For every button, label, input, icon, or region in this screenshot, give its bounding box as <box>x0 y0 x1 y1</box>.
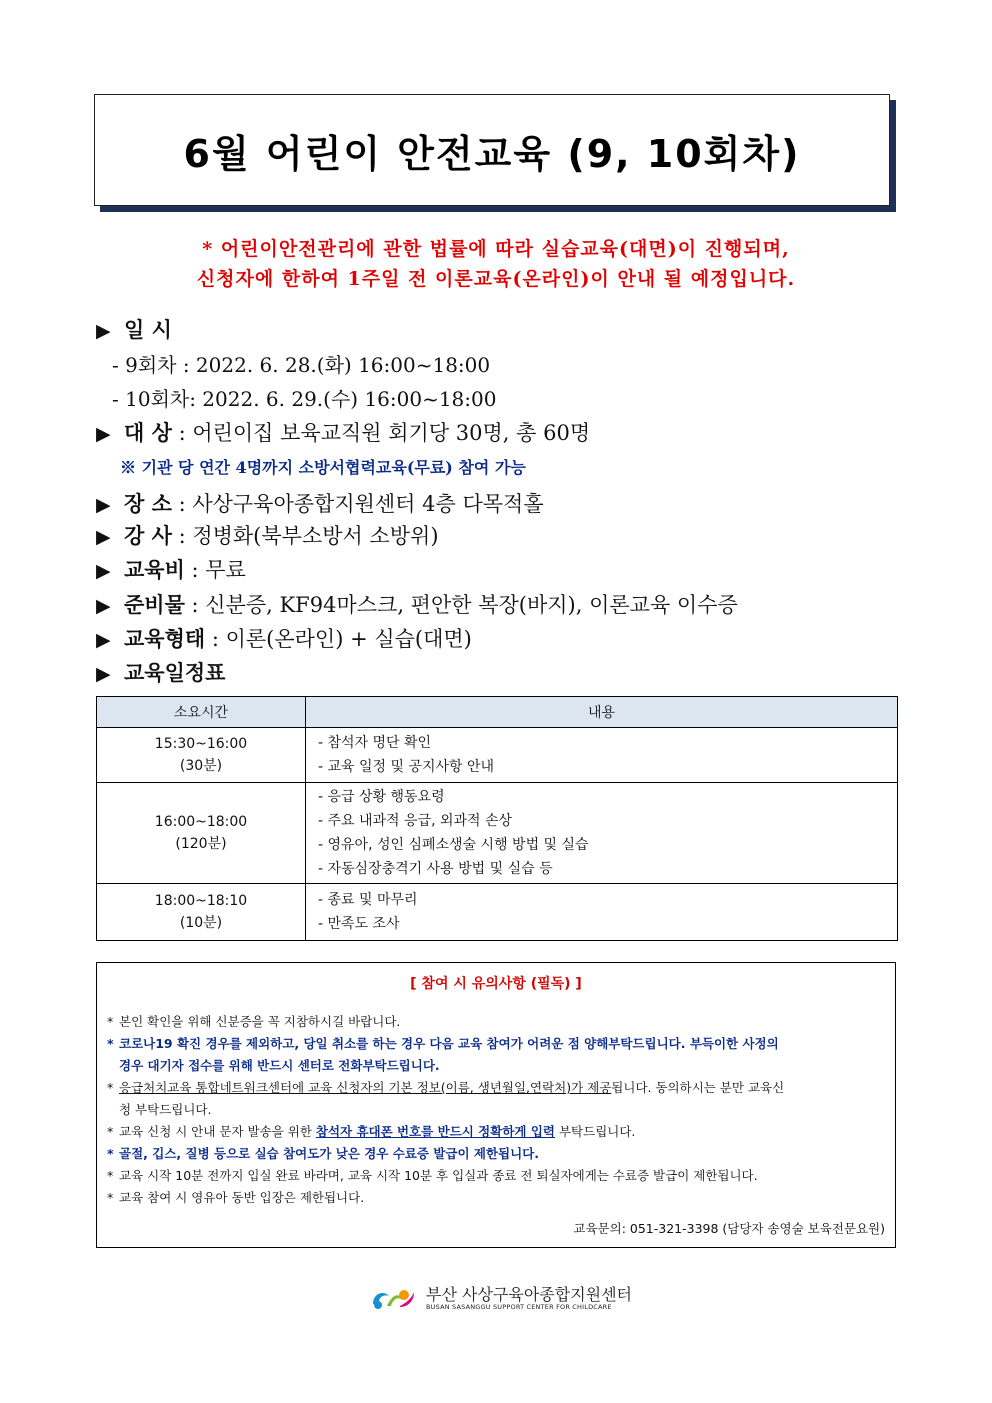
time-duration: (120분) <box>175 836 227 852</box>
caution-item <box>107 1011 887 1033</box>
date-session-10: - 10회차: 2022. 6. 29.(수) 16:00~18:00 <box>112 387 497 411</box>
arrow-icon: ▶ <box>96 595 111 617</box>
arrow-icon: ▶ <box>96 494 111 516</box>
date-label: 일 시 <box>124 317 172 342</box>
date-session-9: - 9회차 : 2022. 6. 28.(화) 16:00~18:00 <box>112 353 491 377</box>
format-label: 교육형태 <box>124 626 206 651</box>
caution-item <box>107 1165 887 1187</box>
asterisk-icon: * <box>107 1036 114 1051</box>
arrow-icon: ▶ <box>96 423 111 445</box>
caution-item <box>107 1121 887 1143</box>
target-label: 대 상 <box>124 420 172 445</box>
contact-info: 교육문의: 051-321-3398 (담당자 송영술 보육전문요원) <box>573 1221 885 1236</box>
caution-text: 본인 확인을 위해 신분증을 꼭 지참하시길 바랍니다. <box>119 1014 401 1029</box>
caution-text-emphasis: 참석자 휴대폰 번호를 반드시 정확하게 입력 <box>315 1124 555 1139</box>
caution-text: 됩니다. 동의하시는 분만 교육신 <box>611 1080 785 1095</box>
list-item: - 교육 일정 및 공지사항 안내 <box>318 759 495 775</box>
info-fee <box>96 554 246 584</box>
caution-text: 경우 대기자 접수를 위해 반드시 센터로 전화부탁드립니다. <box>119 1058 440 1073</box>
supplies-value: : 신분증, KF94마스크, 편안한 복장(바지), 이론교육 이수증 <box>184 593 738 617</box>
table-row <box>97 783 898 884</box>
list-item: - 만족도 조사 <box>318 916 400 932</box>
time-duration: (30분) <box>179 758 223 774</box>
caution-title: [ 참여 시 유의사항 (필독) ] <box>410 976 582 992</box>
notice-line-2: 신청자에 한하여 1주일 전 이론교육(온라인)이 안내 될 예정입니다. <box>196 268 796 290</box>
schedule-label: 교육일정표 <box>124 660 226 685</box>
asterisk-icon: * <box>107 1190 114 1205</box>
info-format <box>96 623 472 653</box>
caution-item <box>107 1187 887 1209</box>
fee-label: 교육비 <box>124 557 185 582</box>
caution-text-underlined: 응급처치교육 통합네트워크센터에 교육 신청자의 기본 정보(이름, 생년월일,연락처)가 제공 <box>119 1080 612 1095</box>
asterisk-icon: * <box>107 1124 114 1139</box>
caution-text: 부탁드립니다. <box>555 1124 636 1139</box>
info-place <box>96 488 544 518</box>
arrow-icon: ▶ <box>96 663 111 685</box>
time-cell <box>97 728 306 783</box>
table-row <box>97 728 898 783</box>
format-value: : 이론(온라인) + 실습(대면) <box>205 627 472 651</box>
caution-text: 코로나19 확진 경우를 제외하고, 당일 취소를 하는 경우 다음 교육 참여가 어려운 점 양해부탁드립니다. 부득이한 사정의 <box>119 1036 779 1051</box>
info-schedule-heading <box>96 657 225 687</box>
arrow-icon: ▶ <box>96 629 111 651</box>
caution-item <box>107 1143 887 1165</box>
asterisk-icon: * <box>107 1146 114 1161</box>
list-item: - 참석자 명단 확인 <box>318 735 432 751</box>
info-supplies <box>96 589 738 619</box>
time-cell <box>97 783 306 884</box>
table-row <box>97 884 898 941</box>
arrow-icon: ▶ <box>96 320 111 342</box>
footer-logo <box>370 1280 633 1316</box>
title-box <box>94 94 890 206</box>
target-note: ※ 기관 당 연간 4명까지 소방서협력교육(무료) 참여 가능 <box>120 458 526 477</box>
info-instructor <box>96 520 439 550</box>
instructor-value: : 정병화(북부소방서 소방위) <box>171 524 439 548</box>
caution-text: 청 부탁드립니다. <box>119 1102 212 1117</box>
time-cell <box>97 884 306 941</box>
arrow-icon: ▶ <box>96 526 111 548</box>
caution-text: 골절, 깁스, 질병 등으로 실습 참여도가 낮은 경우 수료증 발급이 제한됩니다. <box>119 1146 540 1161</box>
schedule-header-row <box>97 697 898 728</box>
center-logo-icon <box>370 1284 420 1312</box>
caution-text: 교육 시작 10분 전까지 입실 완료 바라며, 교육 시작 10분 후 입실과 종료 전 퇴실자에게는 수료증 발급이 제한됩니다. <box>119 1168 758 1183</box>
fee-value: : 무료 <box>184 558 246 582</box>
page-title: 6월 어린이 안전교육 (9, 10회차) <box>183 131 801 176</box>
asterisk-icon: * <box>107 1014 114 1029</box>
list-item: - 영유아, 성인 심폐소생술 시행 방법 및 실습 <box>318 837 589 853</box>
list-item: - 주요 내과적 응급, 외과적 손상 <box>318 813 513 829</box>
arrow-icon: ▶ <box>96 560 111 582</box>
content-cell <box>306 783 898 884</box>
content-cell <box>306 884 898 941</box>
caution-text: 교육 참여 시 영유아 동반 입장은 제한됩니다. <box>119 1190 365 1205</box>
list-item: - 종료 및 마무리 <box>318 892 418 908</box>
supplies-label: 준비물 <box>124 592 185 617</box>
info-target <box>96 417 590 447</box>
time-range: 15:30~16:00 <box>154 736 248 752</box>
schedule-table <box>96 696 898 941</box>
caution-box <box>96 962 896 1248</box>
header-duration: 소요시간 <box>97 697 306 728</box>
target-value: : 어린이집 보육교직원 회기당 30명, 총 60명 <box>171 421 591 445</box>
caution-item <box>107 1077 887 1121</box>
content-cell <box>306 728 898 783</box>
org-name: 부산 사상구육아종합지원센터 <box>426 1285 633 1304</box>
place-label: 장 소 <box>124 491 172 516</box>
instructor-label: 강 사 <box>124 523 172 548</box>
place-value: : 사상구육아종합지원센터 4층 다목적홀 <box>171 492 544 516</box>
caution-list <box>107 1011 887 1209</box>
asterisk-icon: * <box>107 1168 114 1183</box>
list-item: - 응급 상황 행동요령 <box>318 789 445 805</box>
time-duration: (10분) <box>179 915 223 931</box>
list-item: - 자동심장충격기 사용 방법 및 실습 등 <box>318 861 553 877</box>
time-range: 18:00~18:10 <box>154 893 248 909</box>
time-range: 16:00~18:00 <box>154 814 248 830</box>
caution-item <box>107 1033 887 1077</box>
caution-text: 교육 신청 시 안내 문자 발송을 위한 <box>119 1124 316 1139</box>
header-content: 내용 <box>306 697 898 728</box>
asterisk-icon: * <box>107 1080 114 1095</box>
notice-line-1: * 어린이안전관리에 관한 법률에 따라 실습교육(대면)이 진행되며, <box>202 238 790 260</box>
info-date <box>96 314 172 344</box>
org-name-en: BUSAN SASANGGU SUPPORT CENTER FOR CHILDCARE <box>426 1303 612 1311</box>
